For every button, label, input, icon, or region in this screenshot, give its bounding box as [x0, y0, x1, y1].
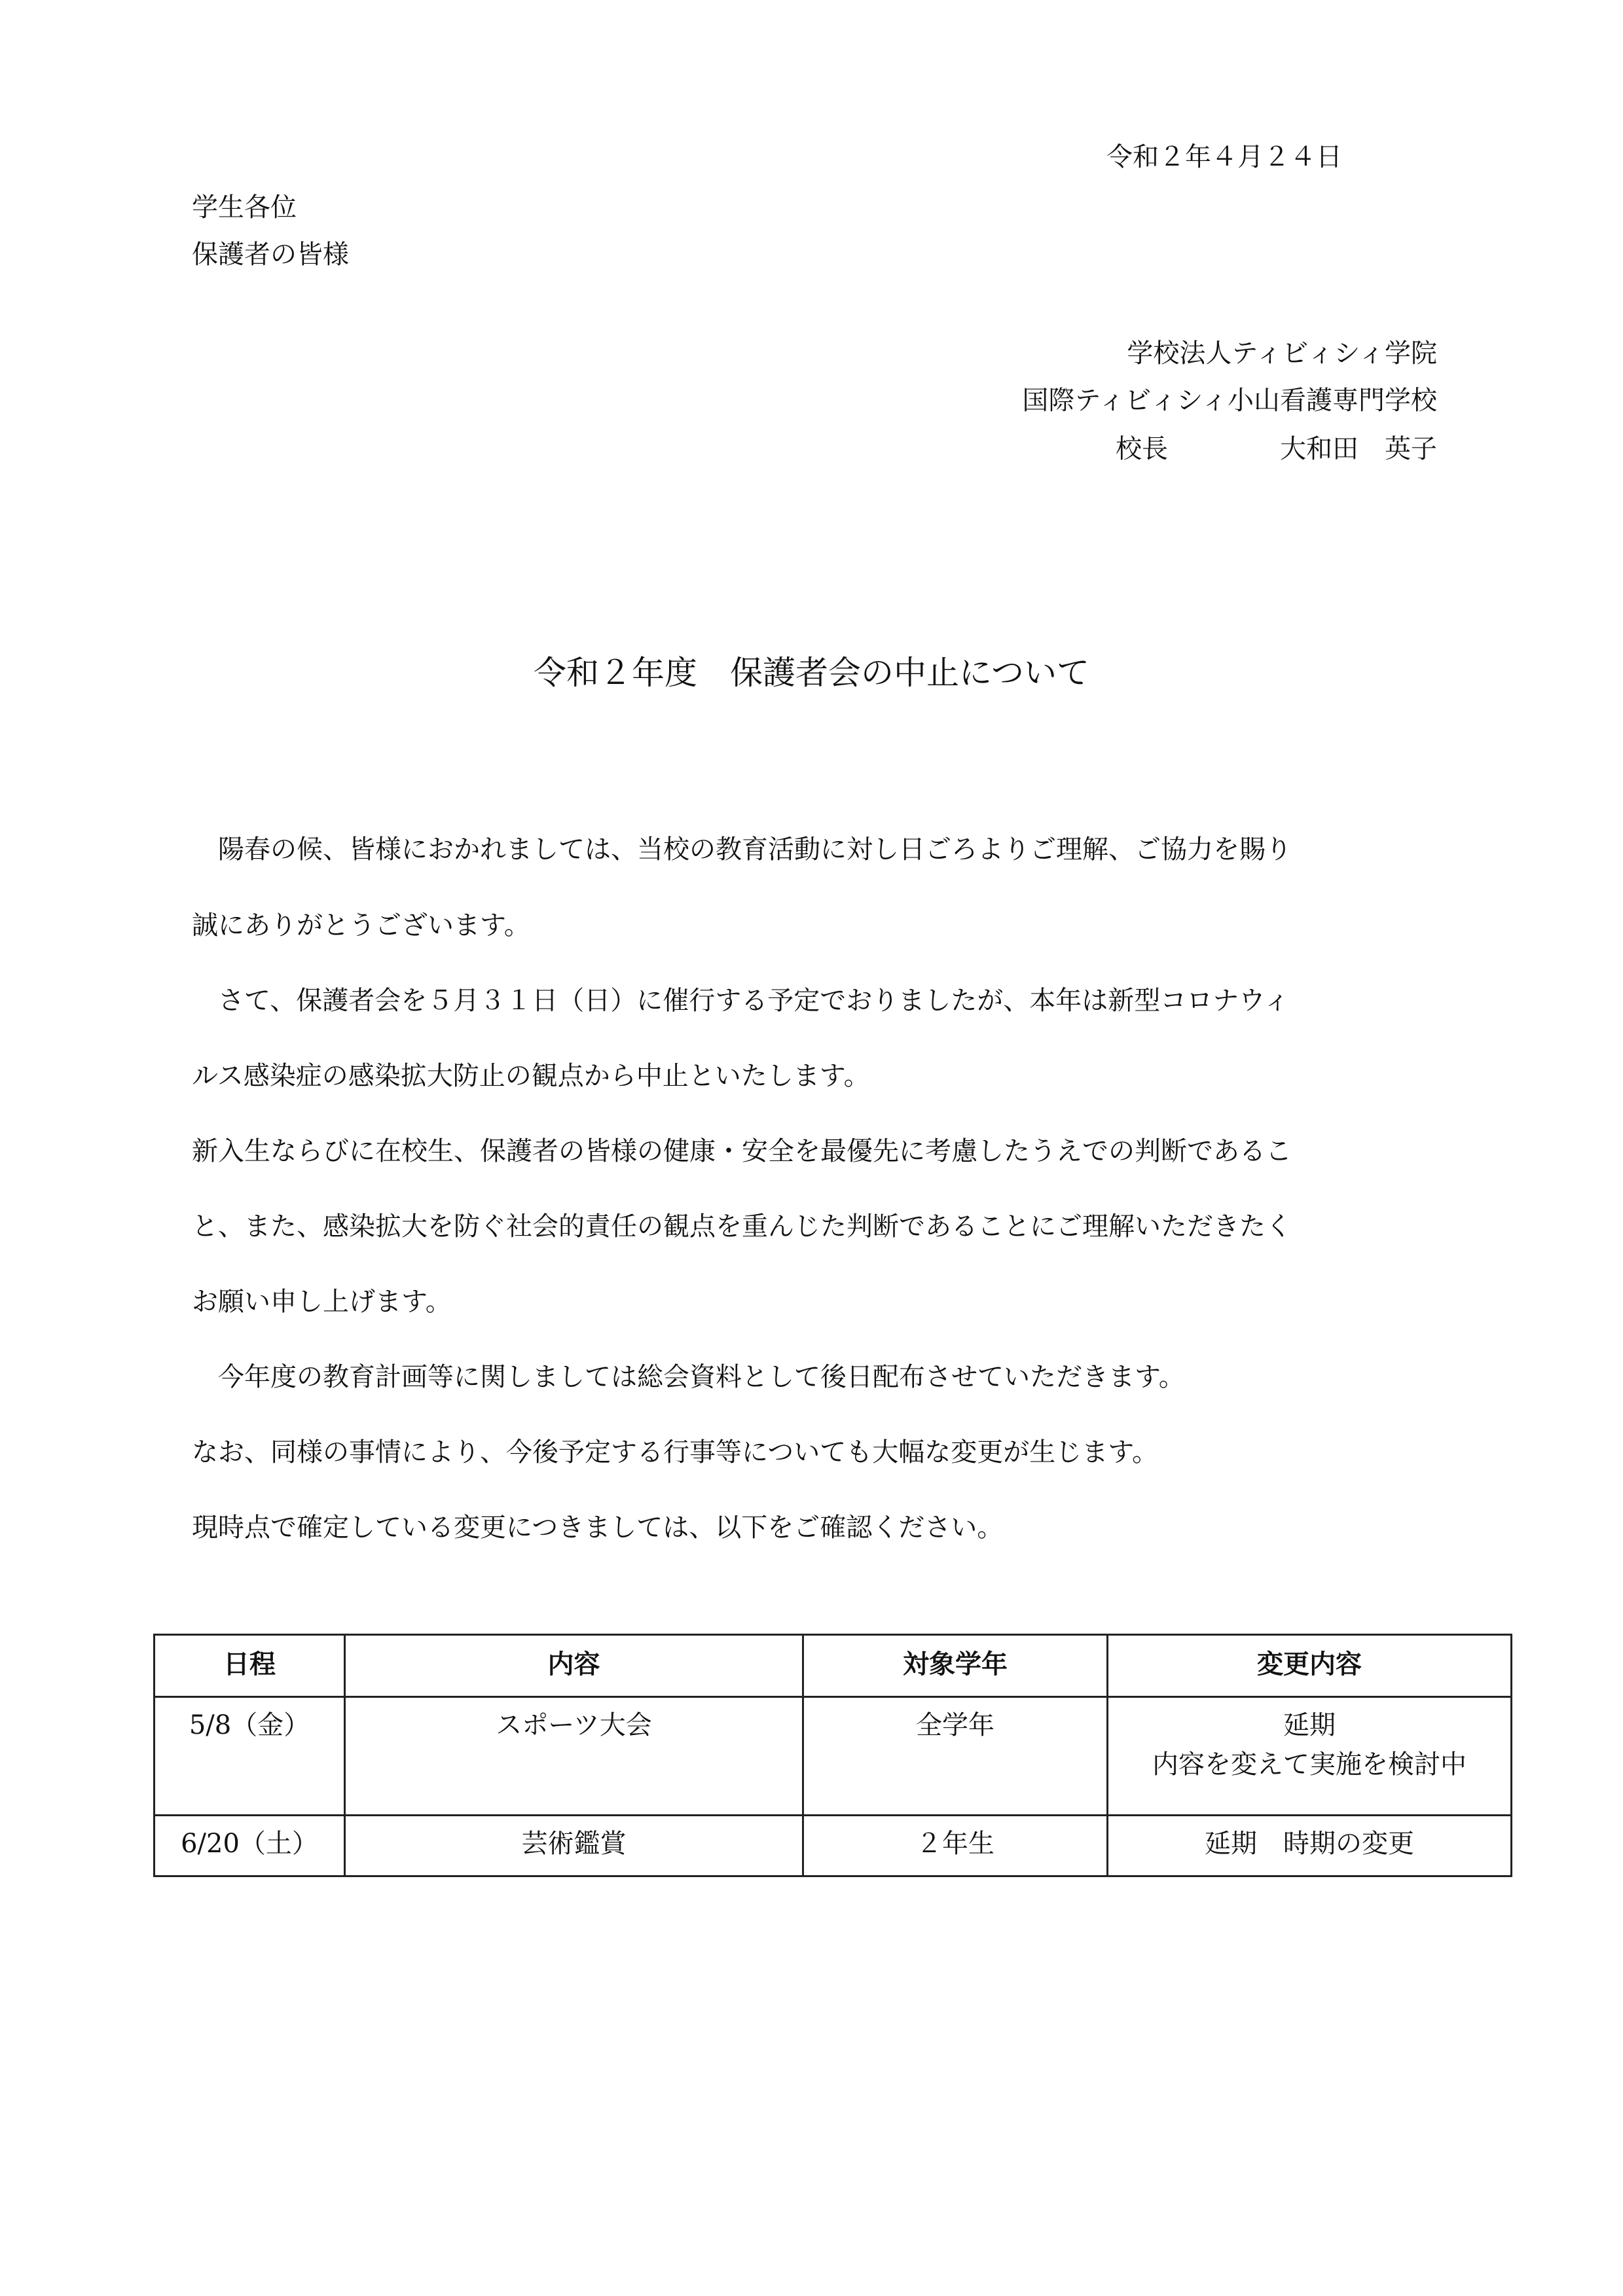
cell-grade: ２年生 [803, 1816, 1108, 1876]
cell-grade: 全学年 [803, 1697, 1108, 1816]
sender-name: 大和田 英子 [1280, 434, 1437, 464]
change-line: 内容を変えて実施を検討中 [1152, 1749, 1467, 1780]
body-line: 陽春の候、皆様におかれましては、当校の教育活動に対し日ごろよりご理解、ご協力を賜り [218, 834, 1292, 865]
addressee-guardians: 保護者の皆様 [192, 240, 349, 270]
sender-corporation: 学校法人ティビィシィ学院 [1127, 338, 1437, 368]
body-line: ルス感染症の感染拡大防止の観点から中止といたします。 [192, 1061, 870, 1091]
schedule-change-table [153, 1634, 1512, 1877]
body-line: と、また、感染拡大を防ぐ社会的責任の観点を重んじた判断であることにご理解いただきたく [192, 1211, 1292, 1242]
cell-date: 6/20（土） [155, 1816, 345, 1876]
sender-role: 校長 [1116, 434, 1168, 464]
table-header-row [155, 1635, 1512, 1697]
header-change: 変更内容 [1108, 1635, 1512, 1697]
change-line: 延期 時期の変更 [1205, 1829, 1414, 1859]
cell-change [1108, 1697, 1512, 1816]
body-line: さて、保護者会を５月３１日（日）に催行する予定でおりましたが、本年は新型コロナウィ [218, 986, 1290, 1016]
cell-content: 芸術鑑賞 [345, 1816, 803, 1876]
body-line: お願い申し上げます。 [192, 1287, 452, 1317]
table-row [155, 1816, 1512, 1876]
table-row [155, 1697, 1512, 1816]
body-line: 誠にありがとうございます。 [192, 910, 530, 941]
body-line: 新入生ならびに在校生、保護者の皆様の健康・安全を最優先に考慮したうえでの判断であるこ [192, 1136, 1292, 1166]
change-line: 延期 [1283, 1710, 1336, 1740]
cell-date: 5/8（金） [155, 1697, 345, 1816]
cell-content: スポーツ大会 [345, 1697, 803, 1816]
cell-change [1108, 1816, 1512, 1876]
body-line: なお、同様の事情により、今後予定する行事等についても大幅な変更が生じます。 [192, 1437, 1158, 1467]
header-grade: 対象学年 [803, 1635, 1108, 1697]
document-title: 令和２年度 保護者会の中止について [534, 654, 1089, 692]
header-date: 日程 [155, 1635, 345, 1697]
body-line: 現時点で確定している変更につきましては、以下をご確認ください。 [192, 1513, 1004, 1543]
header-content: 内容 [345, 1635, 803, 1697]
addressee-students: 学生各位 [192, 192, 297, 223]
document-date: 令和２年４月２４日 [1106, 142, 1342, 172]
body-line: 今年度の教育計画等に関しましては総会資料として後日配布させていただきます。 [218, 1362, 1185, 1392]
sender-school: 国際ティビィシィ小山看護専門学校 [1022, 386, 1437, 416]
